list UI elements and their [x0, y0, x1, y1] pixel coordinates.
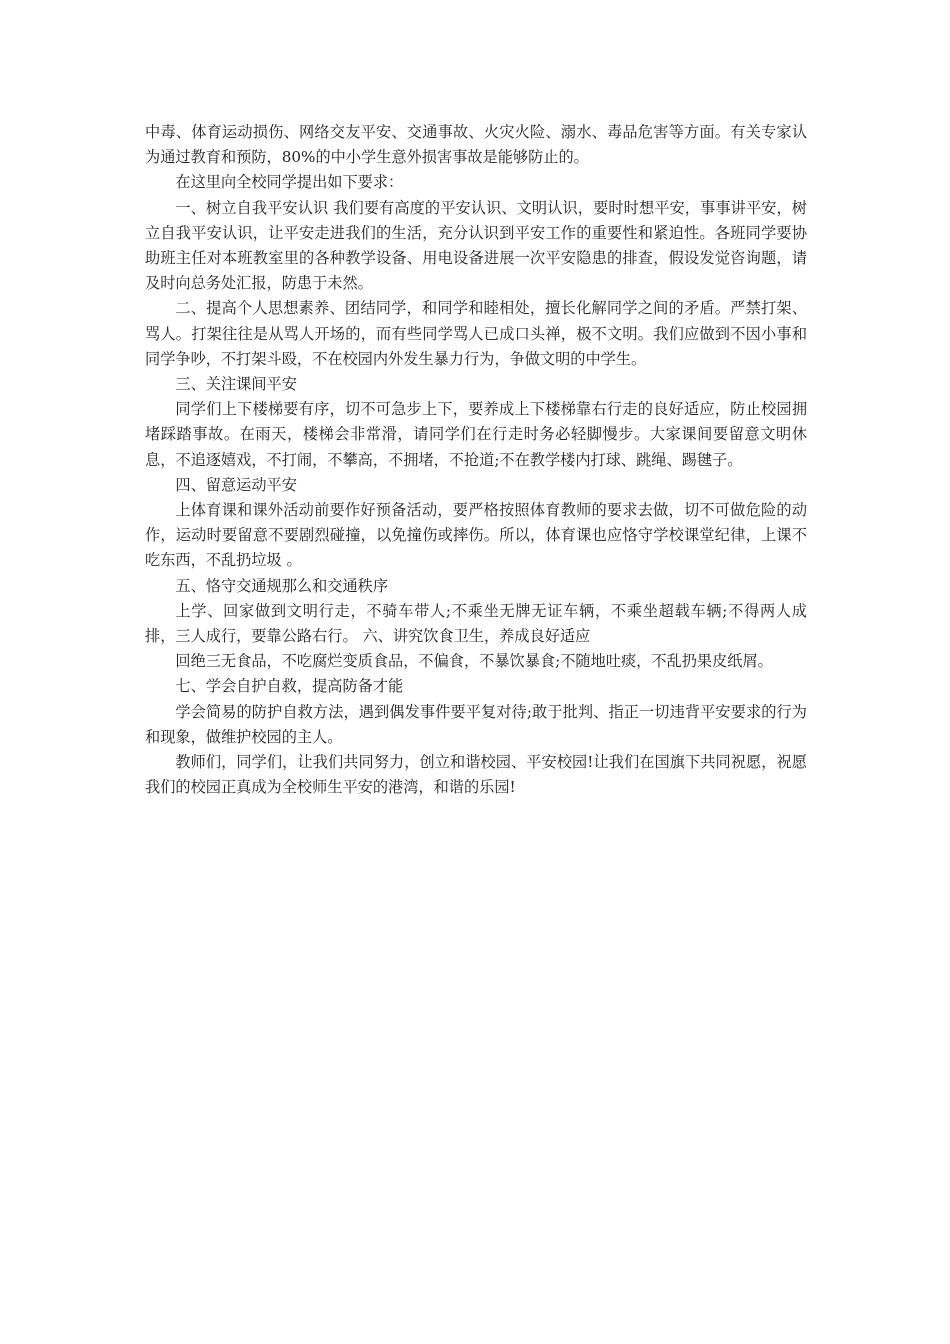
document-body: [145, 120, 807, 800]
paragraph-item-4-body: 上体育课和课外活动前要作好预备活动，要严格按照体育教师的要求去做，切不可做危险的动作，运动时要留意不要剧烈碰撞，以免撞伤或摔伤。所以，体育课也应恪守学校课堂纪律，上课不吃东西，不乱扔垃圾 。: [145, 501, 807, 570]
paragraph-requirements-intro: 在这里向全校同学提出如下要求：: [175, 173, 404, 192]
heading-item-4: 四、留意运动平安: [175, 475, 297, 494]
paragraph-item-7-body: 学会简易的防护自救方法，遇到偶发事件要平复对待;敢于批判、指正一切违背平安要求的行为和现象，做维护校园的主人。: [145, 702, 807, 746]
paragraph-item-5-body: 上学、回家做到文明行走，不骑车带人;不乘坐无牌无证车辆，不乘坐超载车辆;不得两人成排，三人成行，要靠公路右行。 六、讲究饮食卫生，养成良好适应: [145, 601, 807, 646]
heading-item-7: 七、学会自护自救，提高防备才能: [175, 677, 404, 696]
heading-item-5: 五、恪守交通规那么和交通秩序: [175, 576, 389, 595]
paragraph-item-6-body: 回绝三无食品，不吃腐烂变质食品，不偏食，不暴饮暴食;不随地吐痰，不乱扔果皮纸屑。: [175, 652, 773, 671]
paragraph-item-3-body: 同学们上下楼梯要有序，切不可急步上下，要养成上下楼梯靠右行走的良好适应，防止校园拥堵踩踏事故。在雨天，楼梯会非常滑，请同学们在行走时务必轻脚慢步。大家课间要留意文明休息，不追逐嬉戏，不打闹，不攀高，不拥堵，不抢道;不在教学楼内打球、跳绳、踢毽子。: [145, 400, 807, 469]
paragraph-item-1: 一、树立自我平安认识 我们要有高度的平安认识、文明认识，要时时想平安，事事讲平安，树立自我平安认识，让平安走进我们的生活，充分认识到平安工作的重要性和紧迫性。各班同学要协助班主任对本班教室里的各种教学设备、用电设备进展一次平安隐患的排查，假设发觉咨询题，请及时向总务处汇报，防患于未然。: [145, 198, 807, 293]
paragraph-intro-continued: 中毒、体育运动损伤、网络交友平安、交通事故、火灾火险、溺水、毒品危害等方面。有关专家认为通过教育和预防，80%的中小学生意外损害事故是能够防止的。: [145, 123, 807, 167]
paragraph-item-2: 二、提高个人思想素养、团结同学，和同学和睦相处，擅长化解同学之间的矛盾。严禁打架、骂人。打架往往是从骂人开场的，而有些同学骂人已成口头禅，极不文明。我们应做到不因小事和同学争吵，不打架斗殴，不在校园内外发生暴力行为，争做文明的中学生。: [145, 299, 807, 368]
paragraph-closing: 教师们，同学们，让我们共同努力，创立和谐校园、平安校园!让我们在国旗下共同祝愿，祝愿我们的校园正真成为全校师生平安的港湾，和谐的乐园!: [145, 753, 807, 797]
heading-item-3: 三、关注课间平安: [175, 375, 297, 394]
